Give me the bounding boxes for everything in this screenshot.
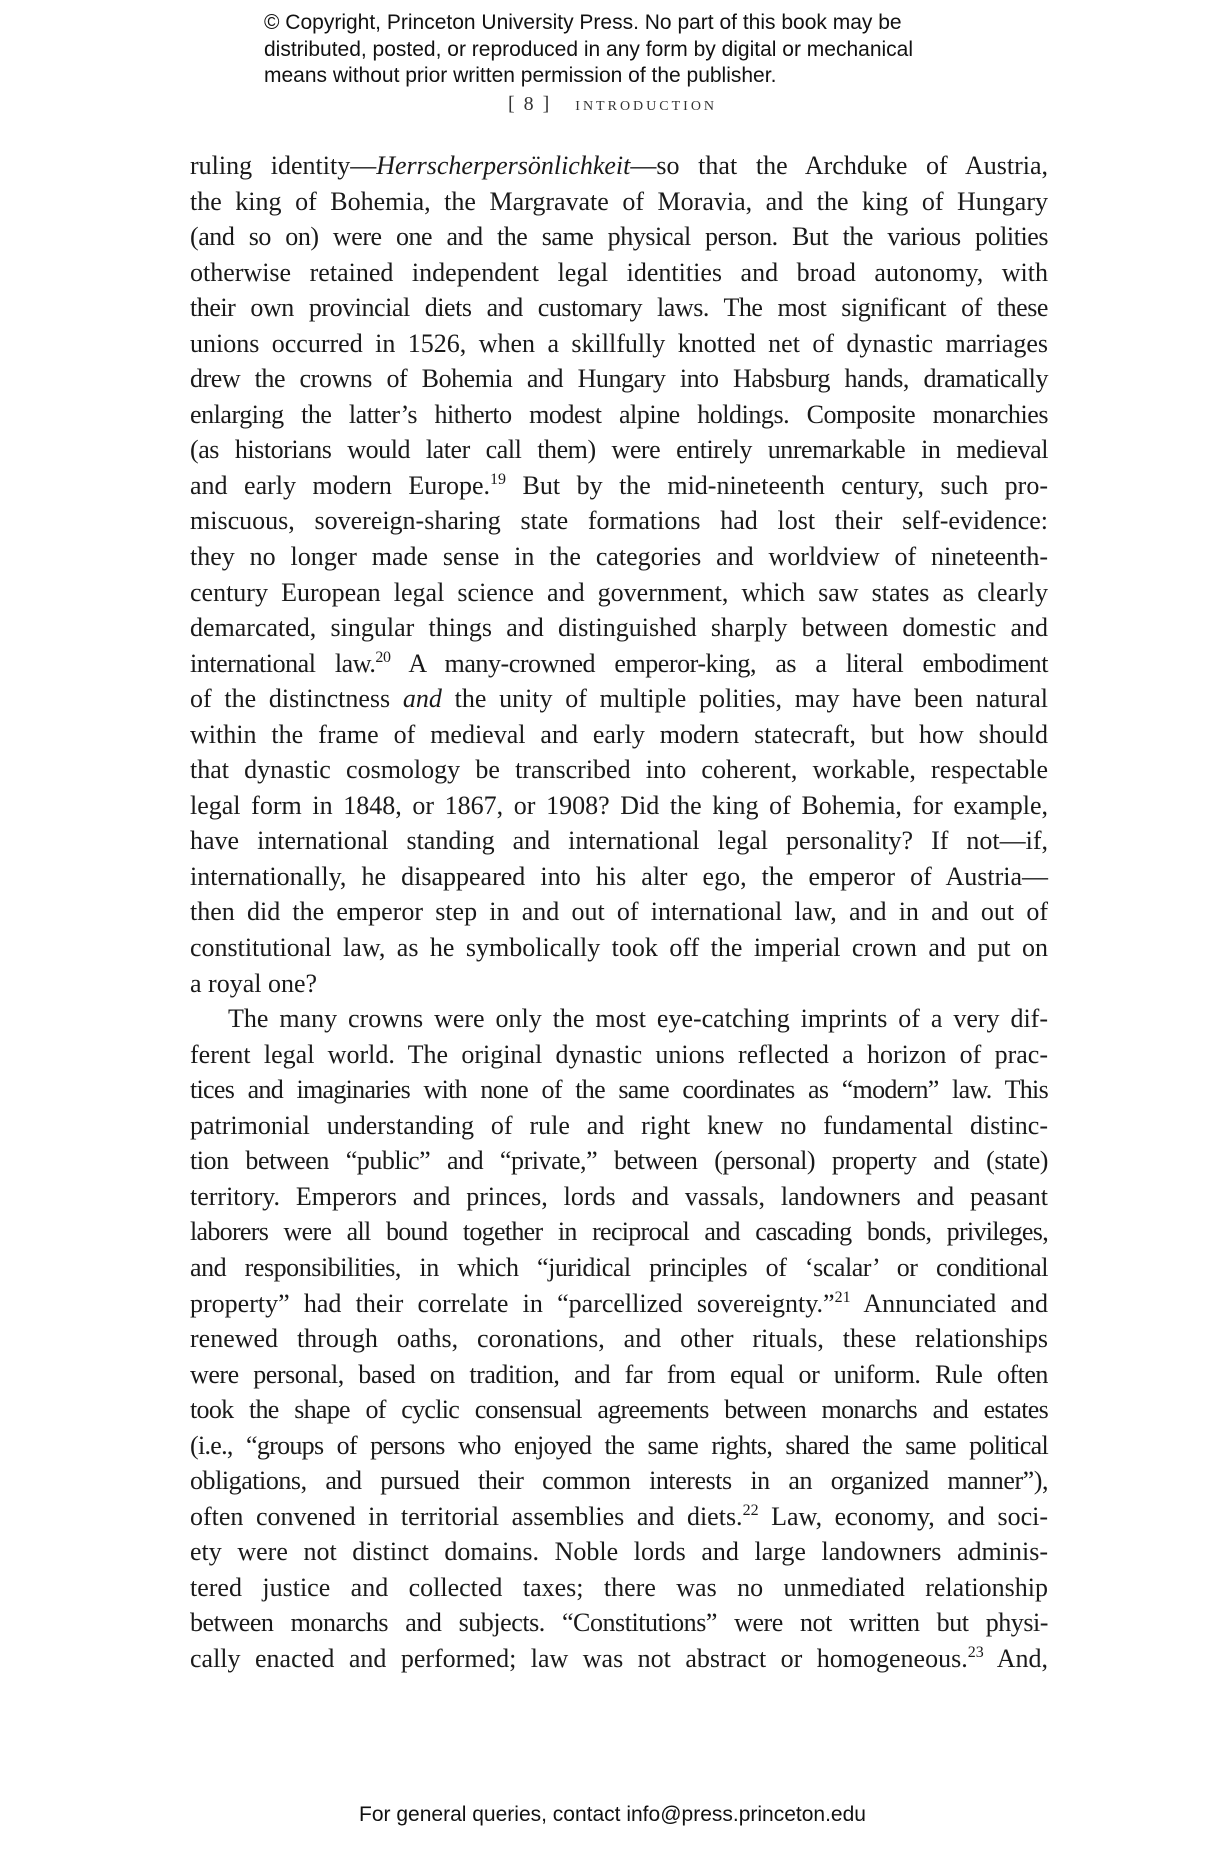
text-line: tices and imaginaries with none of the same coordinates as “modern” law. This	[190, 1075, 1048, 1105]
text-line: within the frame of medieval and early modern statecraft, but how should	[190, 719, 1048, 749]
emphasis: and	[402, 684, 442, 714]
text-line: they no longer made sense in the categories and worldview of nineteenth-	[190, 542, 1048, 572]
text-line: were personal, based on tradition, and far from equal or uniform. Rule often	[190, 1359, 1048, 1389]
footnote-ref[interactable]: 19	[490, 470, 507, 488]
running-head	[0, 93, 1225, 116]
text-line: otherwise retained independent legal identities and broad autonomy, with	[190, 257, 1048, 287]
text-line: have international standing and international legal personality? If not—if,	[190, 826, 1048, 856]
page-number: [ 8 ]	[507, 93, 552, 115]
text-line: between monarchs and subjects. “Constitutions” were not written but physi-	[190, 1608, 1048, 1638]
footnote-ref[interactable]: 21	[834, 1288, 851, 1306]
text-line: legal form in 1848, or 1867, or 1908? Did the king of Bohemia, for example,	[190, 790, 1048, 820]
text-line: century European legal science and government, which saw states as clearly	[190, 577, 1048, 607]
text-line: patrimonial understanding of rule and right knew no fundamental distinc-	[190, 1110, 1048, 1140]
text-line: often convened in territorial assemblies and diets.$^{22}$ Law, economy, and soci-	[190, 1501, 1048, 1531]
paragraph	[190, 148, 1048, 1001]
footnote-ref[interactable]: 23	[967, 1643, 984, 1661]
text-line: miscuous, sovereign-sharing state formations had lost their self-evidence:	[190, 506, 1048, 536]
text-line: obligations, and pursued their common interests in an organized manner”),	[190, 1466, 1048, 1496]
copyright-line: distributed, posted, or reproduced in any form by digital or mechanical	[264, 37, 914, 61]
text-line: constitutional law, as he symbolically took off the imperial crown and put on	[190, 933, 1048, 963]
text-line: demarcated, singular things and distinguished sharply between domestic and	[190, 613, 1048, 643]
text-line: enlarging the latter’s hitherto modest alpine holdings. Composite monarchies	[190, 399, 1048, 429]
text-line: the king of Bohemia, the Margravate of Moravia, and the king of Hungary	[190, 186, 1048, 216]
text-line: internationally, he disappeared into his alter ego, the emperor of Austria—	[190, 861, 1048, 891]
text-line: that dynastic cosmology be transcribed into coherent, workable, respectable	[190, 755, 1048, 785]
text-line: unions occurred in 1526, when a skillfully knotted net of dynastic marriages	[190, 328, 1048, 358]
text-line: then did the emperor step in and out of international law, and in and out of	[190, 897, 1048, 927]
text-line: property” had their correlate in “parcellized sovereignty.”$^{21}$ Annunciated and	[190, 1288, 1048, 1318]
chapter-title: introduction	[575, 93, 718, 115]
text-line: laborers were all bound together in reciprocal and cascading bonds, privileges,	[190, 1217, 1048, 1247]
emphasis: Herrscherpersönlichkeit	[376, 151, 631, 180]
text-line: (i.e., “groups of persons who enjoyed the same rights, shared the same political	[190, 1430, 1048, 1460]
text-line: renewed through oaths, coronations, and other rituals, these relationships	[190, 1324, 1048, 1354]
text-line: territory. Emperors and princes, lords and vassals, landowners and peasant	[190, 1181, 1048, 1211]
copyright-line: means without prior written permission of the publisher.	[264, 64, 777, 87]
copyright-line: © Copyright, Princeton University Press. No part of this book may be	[264, 11, 902, 34]
footnote-ref[interactable]: 20	[375, 648, 391, 666]
text-line: tion between “public” and “private,” between (personal) property and (state)	[190, 1146, 1048, 1176]
text-line: of the distinctness and the unity of multiple polities, may have been natural	[190, 684, 1048, 714]
body-text	[190, 148, 1048, 1677]
text-line: international law.$^{20}$ A many-crowned emperor-king, as a literal embodiment	[190, 648, 1049, 678]
text-line: cally enacted and performed; law was not abstract or homogeneous.$^{23}$ And,	[190, 1643, 1049, 1673]
text-line: ferent legal world. The original dynastic unions reflected a horizon of prac-	[190, 1039, 1048, 1069]
text-line: and early modern Europe.$^{19}$ But by the mid-nineteenth century, such pro-	[190, 470, 1048, 500]
text-line: The many crowns were only the most eye-catching imprints of a very dif-	[228, 1004, 1048, 1034]
contact-footer: For general queries, contact info@press.princeton.edu	[359, 1803, 866, 1826]
footnote-ref[interactable]: 22	[742, 1501, 759, 1519]
text-line: drew the crowns of Bohemia and Hungary into Habsburg hands, dramatically	[190, 364, 1048, 394]
copyright-notice	[264, 10, 1024, 90]
text-line: tered justice and collected taxes; there was no unmediated relationship	[190, 1572, 1048, 1602]
text-line: ety were not distinct domains. Noble lords and large landowners adminis-	[190, 1537, 1048, 1567]
text-line: ruling identity—Herrscherpersönlichkeit—so that the Archduke of Austria,	[190, 151, 1048, 180]
text-line: (as historians would later call them) were entirely unremarkable in medieval	[190, 435, 1048, 465]
text-line: (and so on) were one and the same physical person. But the various polities	[190, 222, 1048, 252]
paragraph	[190, 1001, 1048, 1676]
text-line: a royal one?	[190, 968, 318, 998]
text-line: took the shape of cyclic consensual agreements between monarchs and estates	[190, 1395, 1048, 1425]
text-line: and responsibilities, in which “juridical principles of ‘scalar’ or conditional	[190, 1252, 1048, 1282]
text-line: their own provincial diets and customary laws. The most significant of these	[190, 293, 1048, 323]
